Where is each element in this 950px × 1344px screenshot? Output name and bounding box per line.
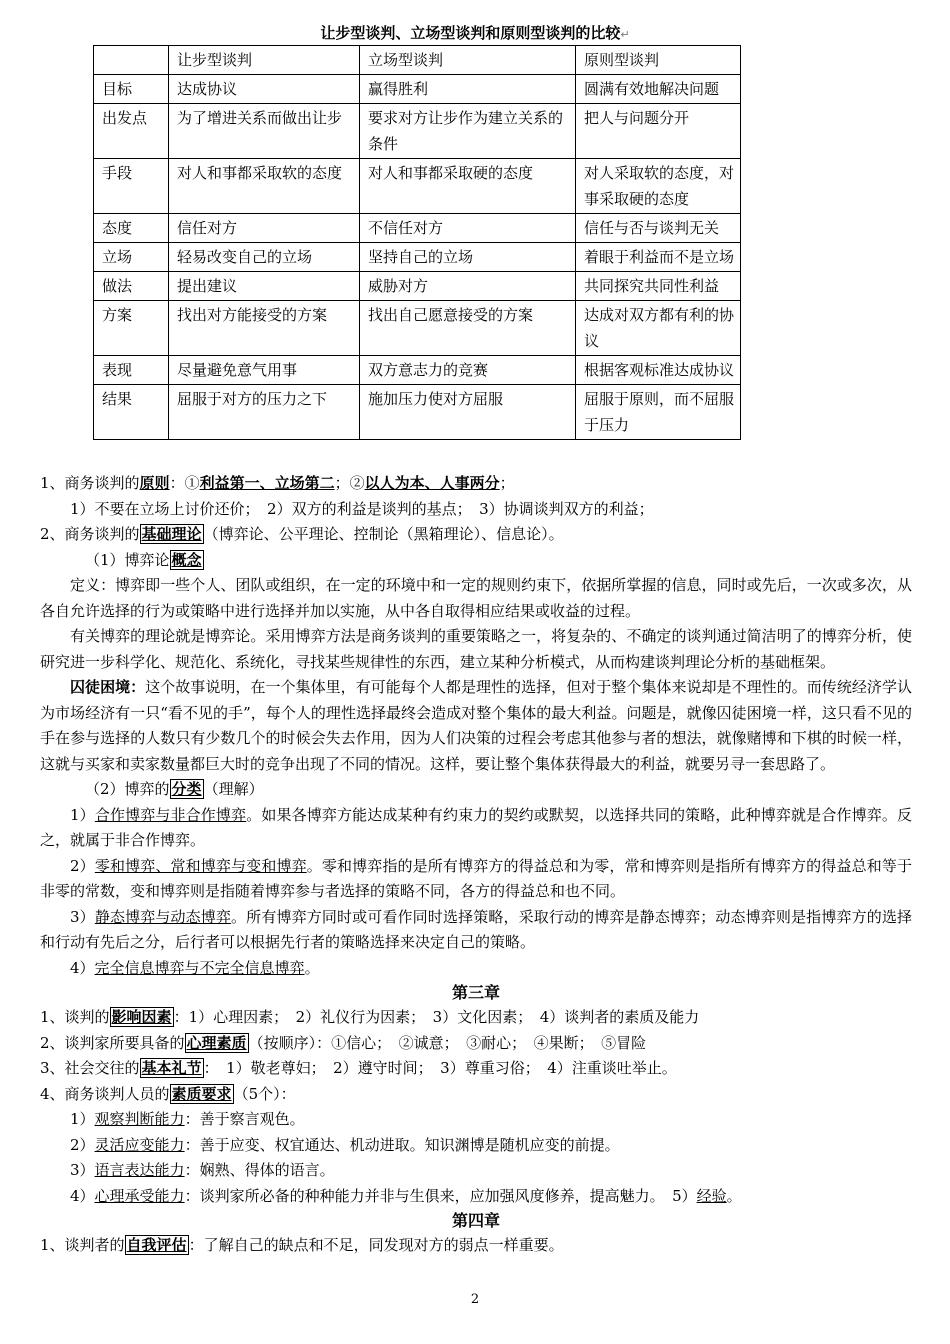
key-term: 零和博弈、常和博弈与变和博弈 (94, 856, 307, 875)
classification-item (40, 956, 912, 982)
text: （理解） (203, 780, 264, 798)
table-row (94, 104, 741, 159)
table-cell: 威胁对方 (360, 272, 576, 301)
key-term: 经验 (696, 1186, 727, 1205)
table-cell: 找出对方能接受的方案 (169, 301, 360, 356)
text: （5个）： (233, 1084, 296, 1103)
table-header-cell (94, 46, 169, 75)
text: 3） (70, 1161, 95, 1179)
text: ：娴熟、得体的语言。 (184, 1161, 335, 1179)
table-row (94, 75, 741, 104)
table-cell: 赢得胜利 (360, 75, 576, 104)
text: ；② (334, 474, 365, 492)
table-cell: 共同探究共同性利益 (576, 272, 741, 301)
text: 4、商务谈判人员的 (40, 1084, 170, 1103)
text: 4） (70, 958, 95, 977)
table-row (94, 243, 741, 272)
text: 2、商务谈判的 (40, 525, 140, 543)
chapter-title: 第四章 (451, 1211, 500, 1230)
text: 2、谈判家所要具备的 (40, 1033, 185, 1052)
table-row (94, 356, 741, 385)
text: 。零和博弈指的是所有博弈方的得益总和为零，常和博弈则是指所有博弈方的得益总和等于非零的常数，变和博弈则是指随着博弈参与者选择的策略不同，各方的得益总和也不同。 (40, 856, 912, 900)
text: 2） (70, 856, 95, 875)
dilemma-paragraph (40, 675, 912, 777)
table-cell: 着眼于利益而不是立场 (576, 243, 741, 272)
list-line (40, 1082, 912, 1108)
key-term: 静态博弈与动态博弈 (94, 907, 232, 926)
list-line (40, 1005, 912, 1031)
text: 1、谈判的 (40, 1008, 110, 1026)
key-term: 观察判断能力 (94, 1110, 185, 1128)
key-term: 灵活应变能力 (94, 1135, 185, 1154)
table-cell: 表现 (94, 356, 169, 385)
table-row (94, 214, 741, 243)
text: 1） (70, 805, 95, 824)
ability-item (40, 1107, 912, 1133)
table-cell: 双方意志力的竞赛 (360, 356, 576, 385)
table-cell: 达成协议 (169, 75, 360, 104)
text: 。 (304, 958, 320, 977)
table-cell: 立场 (94, 243, 169, 272)
key-term: 语言表达能力 (94, 1161, 185, 1179)
key-term: 自我评估 (126, 1236, 187, 1254)
ability-item (40, 1184, 912, 1210)
table-cell: 找出自己愿意接受的方案 (360, 301, 576, 356)
key-term: 利益第一、立场第二 (199, 474, 335, 492)
theory-heading (40, 522, 912, 548)
key-term: 素质要求 (171, 1084, 232, 1103)
key-term: 概念 (171, 550, 202, 569)
key-term: 心理素质 (186, 1033, 247, 1052)
table-header-row (94, 46, 741, 75)
table-cell: 施加压力使对方屈服 (360, 385, 576, 440)
table-cell: 提出建议 (169, 272, 360, 301)
table-cell: 对人和事都采取软的态度 (169, 159, 360, 214)
text: （1）博弈论 (85, 550, 170, 569)
definition-paragraph: 定义：博弈即一些个人、团队或组织，在一定的环境中和一定的规则约束下，依据所掌握的信息，同时或先后，一次或多次，从各自允许选择的行为或策略中进行选择并加以实施，从中各自取得相应结果或收益的过程。 (40, 576, 912, 620)
key-term: 基础理论 (141, 525, 202, 543)
table-cell: 为了增进关系而做出让步 (169, 104, 360, 159)
list-line (40, 1031, 912, 1057)
text: 2） (70, 1135, 95, 1154)
paragraph-mark: ↵ (620, 28, 630, 41)
table-row (94, 301, 741, 356)
table-cell: 信任与否与谈判无关 (576, 214, 741, 243)
subheading (40, 777, 912, 803)
table-cell: 手段 (94, 159, 169, 214)
classification-item (40, 854, 912, 905)
key-term: 心理承受能力 (94, 1186, 185, 1205)
table-cell: 目标 (94, 75, 169, 104)
text: 3） (70, 907, 95, 926)
key-term: 分类 (171, 780, 202, 798)
subheading (40, 548, 912, 574)
table-cell: 对人采取软的态度，对事采取硬的态度 (576, 159, 741, 214)
text: （2）博弈的 (85, 780, 170, 798)
table-cell: 方案 (94, 301, 169, 356)
text: 1、谈判者的 (40, 1236, 125, 1254)
comparison-table (93, 45, 741, 440)
key-term: 以人为本、人事两分 (364, 474, 500, 492)
text: （博弈论、公平理论、控制论（黑箱理论）、信息论）。 (203, 525, 564, 543)
table-header-cell: 让步型谈判 (169, 46, 360, 75)
table-cell: 圆满有效地解决问题 (576, 75, 741, 104)
text: 这个故事说明，在一个集体里，有可能每个人都是理性的选择，但对于整个集体来说却是不理性的。而传统经济学认为市场经济有一只“看不见的手”，每个人的理性选择最终会造成对整个集体的最大利益。问题是，就像囚徒困境一样，这只看不见的手在参与选择的人数只有少数几个的时候会失去作用，因为人们决策的过程会考虑其他参与者的想法，就像赌博和下棋的时候一样，这就与买家和卖家数量都巨大时的竞争出现了不同的情况。这样，要让整个集体获得最大的利益，就要另寻一套思路了。 (40, 678, 912, 773)
text: ：善于应变、权宜通达、机动进取。知识渊博是随机应变的前提。 (184, 1135, 620, 1154)
text: ：1）心理因素； 2）礼仪行为因素； 3）文化因素； 4）谈判者的素质及能力 (173, 1008, 700, 1026)
classification-item (40, 803, 912, 854)
key-term: 囚徒困境： (70, 678, 146, 696)
table-cell: 对人和事都采取硬的态度 (360, 159, 576, 214)
table-title (0, 22, 950, 43)
table-cell: 信任对方 (169, 214, 360, 243)
key-term: 合作博弈与非合作博弈 (94, 805, 247, 824)
text: ：善于察言观色。 (184, 1110, 305, 1128)
table-row (94, 385, 741, 440)
table-title-text: 让步型谈判、立场型谈判和原则型谈判的比较 (320, 24, 621, 42)
text: 。如果各博弈方能达成某种有约束力的契约或默契，以选择共同的策略，此种博弈就是合作博弈。反之，就属于非合作博弈。 (40, 805, 912, 849)
list-line (40, 1056, 912, 1082)
table-cell: 出发点 (94, 104, 169, 159)
table-cell: 尽量避免意气用事 (169, 356, 360, 385)
table-header-cell: 立场型谈判 (360, 46, 576, 75)
table-cell: 做法 (94, 272, 169, 301)
text: 1、商务谈判的 (40, 474, 140, 492)
table-cell: 达成对双方都有利的协议 (576, 301, 741, 356)
text: 3、社会交往的 (40, 1059, 140, 1077)
table-cell: 要求对方让步作为建立关系的条件 (360, 104, 576, 159)
table-cell: 根据客观标准达成协议 (576, 356, 741, 385)
text: （按顺序）：①信心； ②诚意； ③耐心； ④果断； ⑤冒险 (248, 1033, 647, 1052)
text: 。所有博弈方同时或可看作同时选择策略，采取行动的博弈是静态博弈；动态博弈则是指博弈方的选择和行动有先后之分，后行者可以根据先行者的策略选择来决定自己的策略。 (40, 907, 912, 951)
table-cell: 屈服于原则，而不屈服于压力 (576, 385, 741, 440)
table-header-cell: 原则型谈判 (576, 46, 741, 75)
key-term: 基本礼节 (141, 1059, 202, 1077)
text: ：① (169, 474, 200, 492)
text: ：谈判家所必备的种种能力并非与生俱来，应加强风度修养，提高魅力。 5） (184, 1186, 697, 1205)
ability-item (40, 1158, 912, 1184)
table-row (94, 272, 741, 301)
text: 4） (70, 1186, 95, 1205)
table-cell: 不信任对方 (360, 214, 576, 243)
ability-item (40, 1133, 912, 1159)
chapter-title: 第三章 (451, 983, 500, 1002)
theory-paragraph: 有关博弈的理论就是博弈论。采用博弈方法是商务谈判的重要策略之一，将复杂的、不确定的谈判通过简洁明了的博弈分析，使研究进一步科学化、规范化、系统化，寻找某些规律性的东西，建立某种分析模式，从而构建谈判理论分析的基础框架。 (40, 627, 912, 671)
text: ； (499, 474, 515, 492)
text: 。 (726, 1186, 742, 1205)
table-cell: 态度 (94, 214, 169, 243)
key-term: 原则 (139, 474, 170, 492)
document-body (40, 471, 912, 1259)
text: ： 1）敬老尊妇； 2）遵守时间； 3）尊重习俗； 4）注重谈吐举止。 (203, 1059, 677, 1077)
table-cell: 屈服于对方的压力之下 (169, 385, 360, 440)
table-row (94, 159, 741, 214)
text: 1） (70, 1110, 95, 1128)
key-term: 影响因素 (111, 1008, 172, 1026)
list-line (40, 1233, 912, 1259)
text: ：了解自己的缺点和不足，同发现对方的弱点一样重要。 (188, 1236, 564, 1254)
key-term: 完全信息博弈与不完全信息博弈 (94, 958, 305, 977)
principles-line (40, 471, 912, 497)
classification-item (40, 905, 912, 956)
table-cell: 坚持自己的立场 (360, 243, 576, 272)
table-cell: 轻易改变自己的立场 (169, 243, 360, 272)
page-number: 2 (470, 1292, 480, 1307)
table-cell: 把人与问题分开 (576, 104, 741, 159)
table-cell: 结果 (94, 385, 169, 440)
principles-list: 1）不要在立场上讨价还价； 2）双方的利益是谈判的基点； 3）协调谈判双方的利益； (70, 499, 654, 518)
